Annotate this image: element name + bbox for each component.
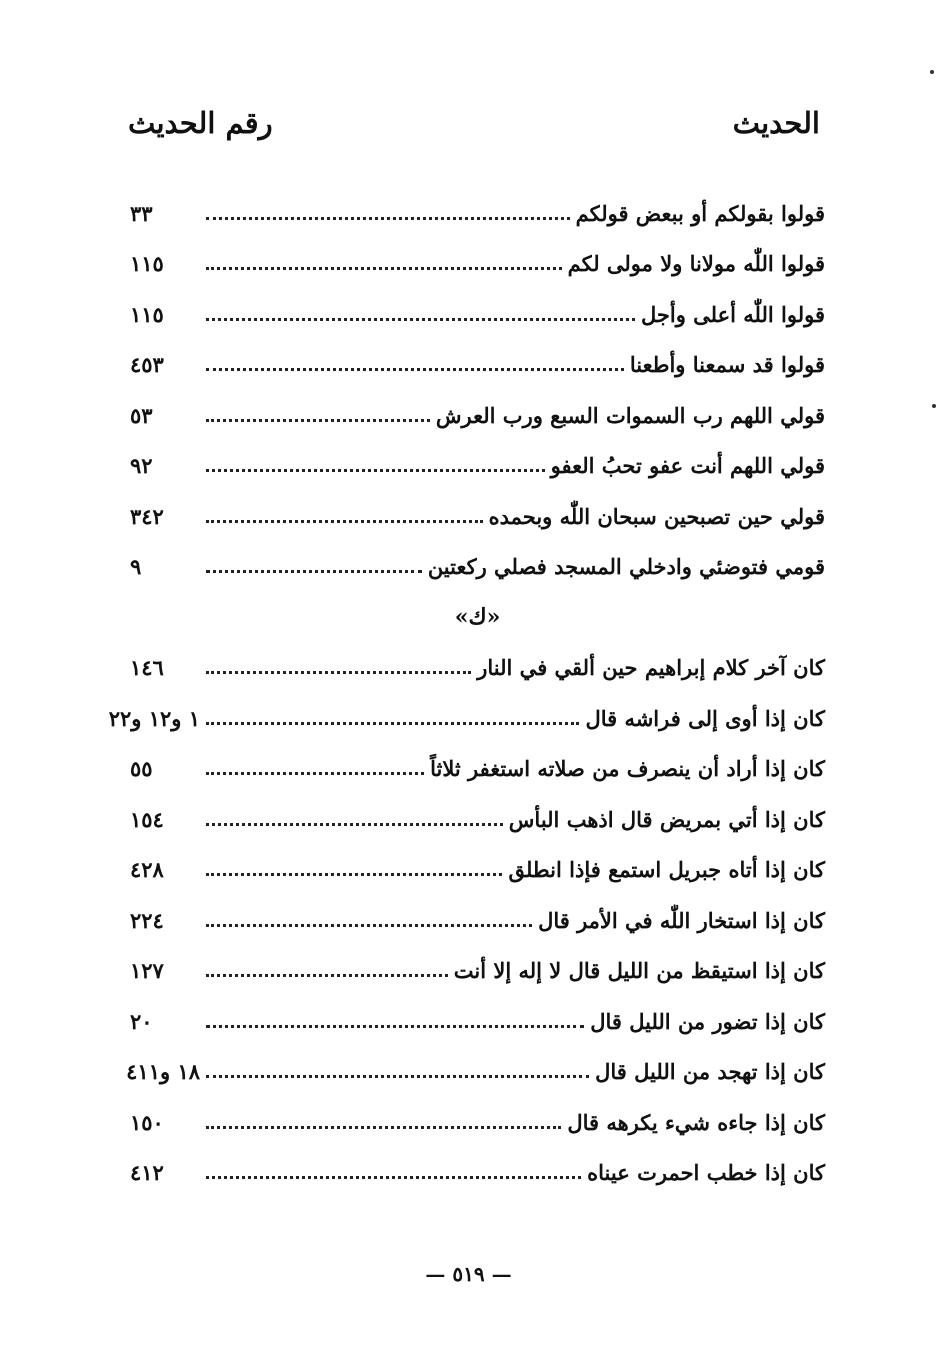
- index-entry: [108, 693, 825, 744]
- index-entry: [130, 1148, 825, 1199]
- dot-leader: [206, 772, 424, 775]
- hadith-number: ١٨ و٤١١: [126, 1059, 200, 1085]
- index-entry: [130, 996, 825, 1047]
- dot-leader: [206, 267, 562, 270]
- hadith-text: كان إذا استيقظ من الليل قال لا إله إلا أنت: [453, 958, 825, 984]
- hadith-text: كان إذا أتي بمريض قال اذهب البأس: [508, 806, 825, 832]
- hadith-number: ٩٢: [130, 453, 153, 479]
- index-entry: [130, 895, 825, 946]
- dot-leader: [206, 722, 579, 725]
- index-entry: [130, 946, 825, 997]
- index-entry: [130, 845, 825, 896]
- hadith-text: قولي اللهم أنت عفو تحبُ العفو: [550, 453, 825, 479]
- dot-leader: [206, 1126, 561, 1129]
- hadith-text: قولي حين تصبحين سبحان اللّٰه وبحمده: [488, 503, 825, 529]
- index-entry: [130, 542, 825, 593]
- index-entry: [130, 441, 825, 492]
- hadith-number: ٢٢٤: [130, 907, 164, 933]
- dot-leader: [206, 520, 483, 523]
- dot-leader: [206, 924, 532, 927]
- hadith-number: ٥٥: [130, 756, 153, 782]
- section-letter: «ك»: [454, 604, 501, 631]
- column-headers: [120, 106, 820, 150]
- hadith-text: كان إذا جاءه شيء يكرهه قال: [567, 1109, 825, 1135]
- dot-leader: [206, 873, 502, 876]
- hadith-text: قولوا اللّٰه أعلى وأجل: [640, 301, 825, 327]
- hadith-text: قولوا قد سمعنا وأطعنا: [629, 352, 825, 378]
- hadith-text: كان إذا تضور من الليل قال: [590, 1008, 825, 1034]
- margin-mark: [932, 404, 936, 408]
- dot-leader: [206, 570, 422, 573]
- hadith-text: كان إذا تهجد من الليل قال: [595, 1059, 825, 1085]
- dot-leader: [206, 823, 503, 826]
- hadith-number: ٣٤٢: [130, 503, 164, 529]
- index-entry: [130, 794, 825, 845]
- dot-leader: [206, 974, 448, 977]
- hadith-number: ١٥٤: [130, 806, 164, 832]
- index-entry: [130, 239, 825, 290]
- index-entry: [130, 643, 825, 694]
- hadith-text: كان إذا أوى إلى فراشه قال: [585, 705, 825, 731]
- dot-leader: [206, 217, 570, 220]
- index-entry: [130, 289, 825, 340]
- dot-leader: [206, 1025, 584, 1028]
- hadith-number: ٤٥٣: [130, 352, 164, 378]
- index-entry: [130, 390, 825, 441]
- hadith-text: قولوا بقولكم أو ببعض قولكم: [575, 200, 825, 226]
- dot-leader: [206, 318, 635, 321]
- section-heading-kaf: [130, 592, 825, 643]
- hadith-number: ١١٥: [130, 301, 164, 327]
- hadith-number: ١٢٧: [130, 958, 164, 984]
- hadith-number: ١ و١٢ و٢٢: [108, 705, 200, 731]
- hadith-number: ٣٣: [130, 200, 153, 226]
- hadith-number: ١٥٠: [130, 1109, 164, 1135]
- hadith-text: كان إذا أتاه جبريل استمع فإذا انطلق: [508, 857, 825, 883]
- hadith-number: ٤٢٨: [130, 857, 164, 883]
- index-entry: [130, 491, 825, 542]
- dot-leader: [206, 419, 430, 422]
- hadith-text: كان آخر كلام إبراهيم حين ألقي في النار: [477, 655, 825, 681]
- hadith-number: ٩: [130, 554, 142, 580]
- hadith-number: ٤١٢: [130, 1160, 164, 1186]
- margin-mark: [930, 70, 934, 74]
- dot-leader: [206, 1075, 589, 1078]
- hadith-text: قولوا اللّٰه مولانا ولا مولى لكم: [567, 251, 825, 277]
- column-header-hadith-number: رقم الحديث: [128, 106, 273, 140]
- hadith-index-list: [108, 188, 825, 1198]
- hadith-number: ٥٣: [130, 402, 153, 428]
- hadith-text: كان إذا أراد أن ينصرف من صلاته استغفر ثلاثاً: [430, 756, 825, 782]
- column-header-hadith: الحديث: [732, 106, 820, 140]
- dot-leader: [206, 368, 624, 371]
- dot-leader: [206, 671, 471, 674]
- index-entry: [130, 340, 825, 391]
- hadith-number: ٢٠: [130, 1008, 153, 1034]
- dot-leader: [206, 1176, 581, 1179]
- index-entry: [130, 188, 825, 239]
- hadith-text: قولي اللهم رب السموات السبع ورب العرش: [435, 402, 825, 428]
- hadith-text: كان إذا استخار اللّٰه في الأمر قال: [538, 907, 825, 933]
- index-entry: [130, 744, 825, 795]
- hadith-number: ١٤٦: [130, 655, 164, 681]
- hadith-text: قومي فتوضئي وادخلي المسجد فصلي ركعتين: [427, 554, 825, 580]
- dot-leader: [206, 469, 545, 472]
- index-entry: [126, 1047, 825, 1098]
- hadith-number: ١١٥: [130, 251, 164, 277]
- index-entry: [130, 1097, 825, 1148]
- page-number: — ٥١٩ —: [425, 1262, 512, 1286]
- hadith-text: كان إذا خطب احمرت عيناه: [587, 1160, 825, 1186]
